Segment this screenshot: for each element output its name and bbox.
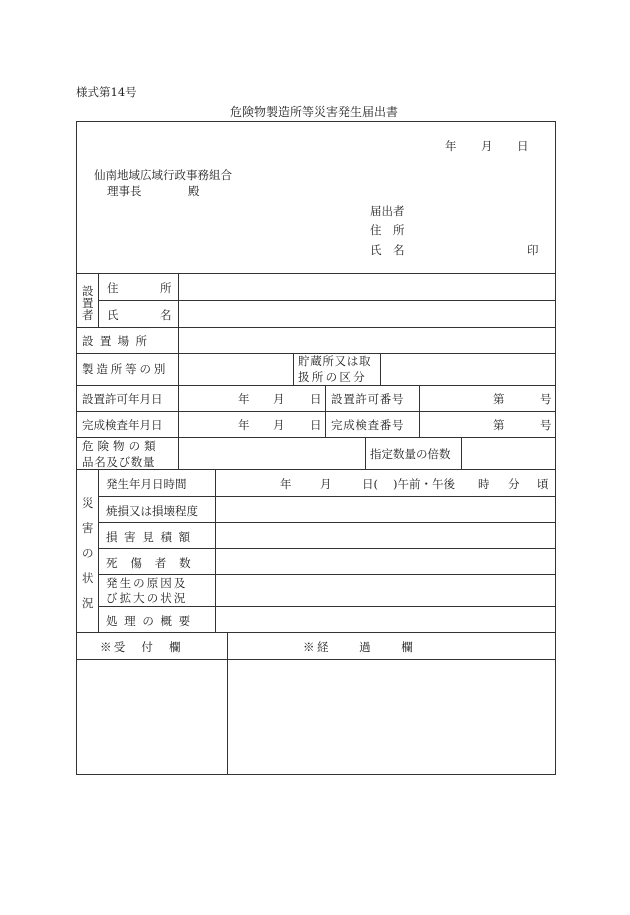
disaster-group-5: 況: [82, 596, 94, 610]
occurrence-year: 年: [280, 477, 292, 491]
damage-amount-label: 損害見積額: [106, 530, 197, 544]
occurrence-day: 日(: [362, 477, 378, 491]
inspection-number-dai: 第: [493, 418, 505, 432]
permit-date-label: 設置許可年月日: [82, 392, 163, 406]
installer-address-1: 住: [107, 281, 119, 295]
reception-field[interactable]: [78, 661, 226, 773]
storage-type-label-1: 貯蔵所又は取: [298, 354, 372, 368]
storage-type-label-2: 扱所の区分: [298, 370, 367, 384]
installer-name-2: 名: [160, 308, 172, 322]
location-label: 設置場所: [82, 334, 154, 348]
occurrence-about: 頃: [537, 477, 549, 491]
installer-address-2: 所: [160, 281, 172, 295]
installer-group-1: 設: [82, 284, 94, 298]
permit-date-month: 月: [273, 392, 285, 406]
cause-label-1: 発生の原因及: [106, 576, 188, 590]
disaster-group-1: 災: [82, 496, 94, 510]
inspection-date-day: 日: [310, 418, 322, 432]
disaster-group-2: 害: [82, 521, 94, 535]
summary-label: 処理の概要: [106, 614, 197, 628]
progress-field[interactable]: [229, 661, 554, 773]
recipient-org: 仙南地域広域行政事務組合: [94, 168, 232, 182]
notifier-name-label: 氏 名: [370, 243, 405, 257]
inspection-date-year: 年: [238, 418, 250, 432]
inspection-date-month: 月: [273, 418, 285, 432]
permit-date-year: 年: [238, 392, 250, 406]
progress-column-header: ※経 過 欄: [303, 640, 416, 654]
form-title: 危険物製造所等災害発生届出書: [230, 105, 399, 119]
permit-number-go: 号: [540, 392, 552, 406]
permit-number-dai: 第: [493, 392, 505, 406]
casualties-label: 死傷者数: [106, 556, 204, 570]
reception-column-header: ※受 付 欄: [100, 640, 183, 654]
occurrence-ampm: )午前・午後: [393, 477, 455, 491]
disaster-group-4: 状: [82, 571, 94, 585]
form-number: 様式第14号: [76, 85, 137, 99]
occurrence-month: 月: [320, 477, 332, 491]
notifier-label: 届出者: [370, 204, 405, 218]
inspection-date-label: 完成検査年月日: [82, 418, 163, 432]
multiple-label: 指定数量の倍数: [370, 447, 451, 461]
disaster-group-3: の: [82, 546, 94, 560]
date-year: 年: [445, 139, 457, 153]
recipient-honorific: 殿: [188, 184, 200, 198]
notifier-address-label: 住 所: [370, 223, 405, 237]
recipient-title: 理事長: [107, 184, 142, 198]
installer-group-2: 置: [82, 296, 94, 310]
hazmat-label-1: 危険物の類: [82, 439, 160, 453]
facility-type-label: 製造所等の別: [82, 362, 169, 376]
occurrence-label: 発生年月日時間: [106, 477, 187, 491]
hazmat-label-2: 品名及び数量: [82, 455, 156, 469]
permit-number-label: 設置許可番号: [331, 392, 405, 406]
date-month: 月: [481, 139, 493, 153]
cause-label-2: び拡大の状況: [106, 591, 188, 605]
occurrence-minute: 分: [508, 477, 520, 491]
inspection-number-go: 号: [540, 418, 552, 432]
installer-group-3: 者: [82, 308, 94, 322]
date-day: 日: [517, 139, 529, 153]
permit-date-day: 日: [310, 392, 322, 406]
occurrence-hour: 時: [478, 477, 490, 491]
inspection-number-label: 完成検査番号: [331, 418, 405, 432]
installer-name-1: 氏: [107, 308, 119, 322]
seal-mark: 印: [527, 243, 539, 257]
damage-extent-label: 焼損又は損壊程度: [106, 504, 198, 518]
